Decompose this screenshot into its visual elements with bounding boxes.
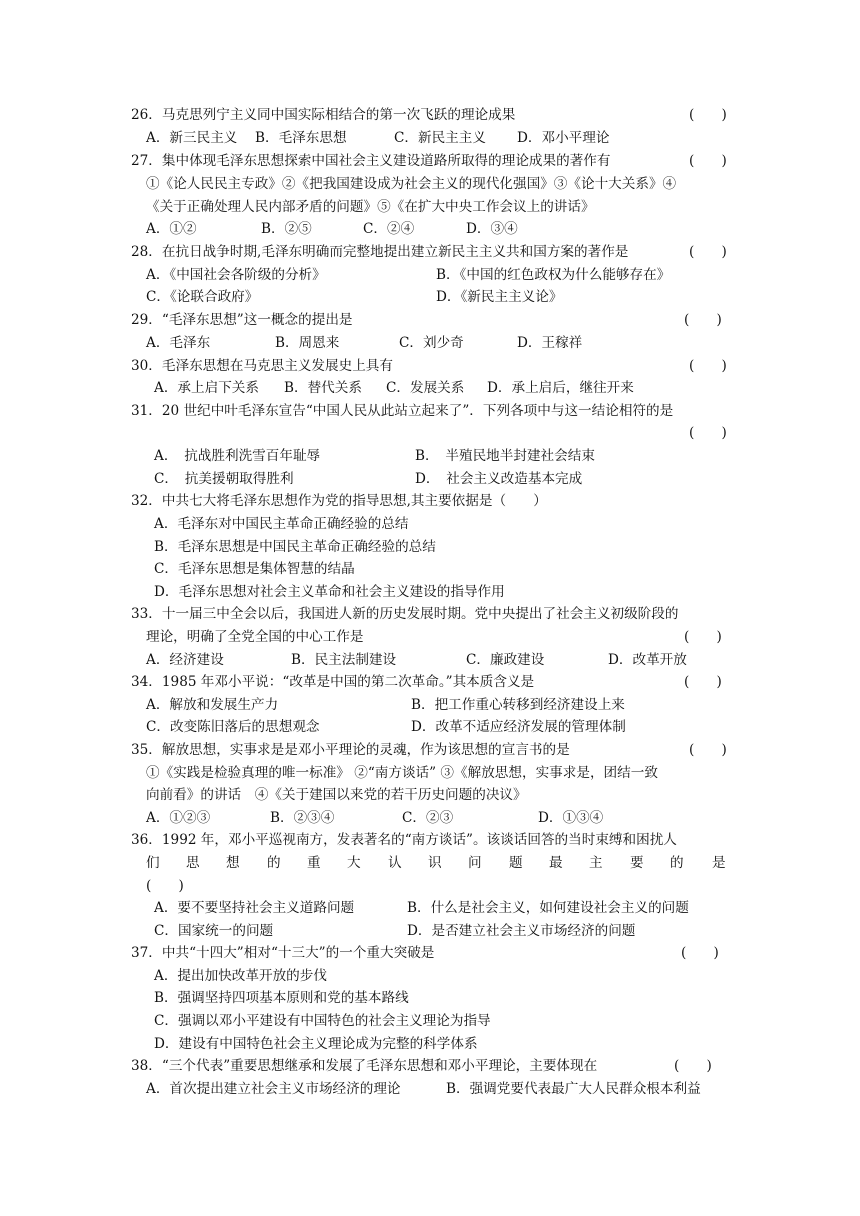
q28-option-b[interactable]: B．《中国的红色政权为什么能够存在》: [436, 267, 671, 283]
q27-items-line2: 《关于正确处理人民内部矛盾的问题》⑤《在扩大中央工作会议上的讲话》: [146, 199, 595, 215]
q29-option-b[interactable]: B．周恩来: [275, 335, 340, 351]
q32-option-a[interactable]: A．毛泽东对中国民主革命正确经验的总结: [154, 516, 409, 532]
q29-option-a[interactable]: A．毛泽东: [146, 335, 211, 351]
q29-answer-blank[interactable]: ( ): [684, 312, 722, 328]
q36-char: 问: [468, 855, 482, 871]
q26-answer-blank[interactable]: ( ): [689, 107, 727, 123]
q33-option-b[interactable]: B．民主法制建设: [291, 652, 397, 668]
q27-option-b[interactable]: B．②⑤: [261, 221, 312, 237]
q29-stem: 29．“毛泽东思想”这一概念的提出是: [131, 312, 353, 328]
q26-option-c[interactable]: C．新民主主义: [394, 130, 486, 146]
q36-char: 的: [267, 855, 281, 871]
q36-stem-line2-justified: [146, 853, 728, 873]
q28-answer-blank[interactable]: ( ): [689, 244, 727, 260]
q26-option-b[interactable]: B．毛泽东思想: [255, 130, 347, 146]
q37-stem: 37．中共“十四大”相对“十三大”的一个重大突破是: [131, 945, 435, 961]
q35-answer-blank[interactable]: ( ): [689, 742, 727, 758]
q31-answer-blank[interactable]: ( ): [689, 425, 727, 441]
q36-option-a[interactable]: A．要不要坚持社会主义道路问题: [154, 900, 355, 916]
q36-option-c[interactable]: C．国家统一的问题: [154, 923, 274, 939]
q32-option-c[interactable]: C．毛泽东思想是集体智慧的结晶: [154, 561, 355, 577]
q31-option-d[interactable]: D． 社会主义改造基本完成: [415, 471, 583, 487]
q35-option-a[interactable]: A．①②③: [146, 810, 211, 826]
q36-char: 认: [388, 855, 402, 871]
q34-option-d[interactable]: D．改革不适应经济发展的管理体制: [411, 719, 626, 735]
q27-stem: 27．集中体现毛泽东思想探索中国社会主义建设道路所取得的理论成果的著作有: [131, 153, 611, 169]
q35-items-line1: ①《实践是检验真理的唯一标准》 ②“南方谈话” ③《解放思想，实事求是，团结一致: [146, 765, 658, 781]
q36-char: 们: [146, 855, 160, 871]
q30-option-a[interactable]: A．承上启下关系: [154, 380, 259, 396]
q30-option-c[interactable]: C．发展关系: [386, 380, 465, 396]
q31-option-b[interactable]: B． 半殖民地半封建社会结束: [415, 448, 595, 464]
q36-option-d[interactable]: D．是否建立社会主义市场经济的问题: [407, 923, 636, 939]
q35-items-line2: 向前看》的讲话 ④《关于建国以来党的若干历史问题的决议》: [146, 787, 527, 803]
q36-char: 思: [186, 855, 200, 871]
q33-option-d[interactable]: D．改革开放: [608, 652, 687, 668]
q26-stem: 26．马克思列宁主义同中国实际相结合的第一次飞跃的理论成果: [131, 107, 516, 123]
q36-char: 大: [347, 855, 361, 871]
q28-option-c[interactable]: C．《论联合政府》: [146, 289, 259, 305]
q35-option-d[interactable]: D．①③④: [538, 810, 604, 826]
q36-char: 想: [226, 855, 240, 871]
q33-option-a[interactable]: A．经济建设: [146, 652, 224, 668]
q36-char: 识: [428, 855, 442, 871]
q34-option-c[interactable]: C．改变陈旧落后的思想观念: [146, 719, 320, 735]
q36-char: 重: [307, 855, 321, 871]
q35-option-b[interactable]: B．②③④: [270, 810, 335, 826]
q29-option-c[interactable]: C．刘少奇: [399, 335, 464, 351]
q36-char: 主: [589, 855, 603, 871]
q36-option-b[interactable]: B．什么是社会主义，如何建设社会主义的问题: [407, 900, 689, 916]
q31-option-c[interactable]: C． 抗美援朝取得胜利: [154, 471, 294, 487]
q32-stem: 32．中共七大将毛泽东思想作为党的指导思想,其主要依据是（ ）: [131, 493, 547, 509]
q38-stem: 38．“三个代表”重要思想继承和发展了毛泽东思想和邓小平理论，主要体现在: [131, 1058, 598, 1074]
q34-stem: 34．1985 年邓小平说：“改革是中国的第二次革命。”其本质含义是: [131, 674, 535, 690]
q27-option-a[interactable]: A．①②: [146, 221, 197, 237]
q31-option-a[interactable]: A． 抗战胜利洗雪百年耻辱: [154, 448, 321, 464]
q36-stem: 36．1992 年，邓小平巡视南方，发表著名的“南方谈话”。该谈话回答的当时束缚和困扰人: [131, 832, 677, 848]
q38-option-b[interactable]: B．强调党要代表最广大人民群众根本利益: [446, 1081, 701, 1097]
q32-option-d[interactable]: D．毛泽东思想对社会主义革命和社会主义建设的指导作用: [154, 584, 505, 600]
q36-char: 要: [630, 855, 644, 871]
q28-stem: 28．在抗日战争时期,毛泽东明确而完整地提出建立新民主主义共和国方案的著作是: [131, 244, 629, 260]
q27-answer-blank[interactable]: ( ): [689, 153, 727, 169]
q27-option-d[interactable]: D．③④: [466, 221, 518, 237]
q33-option-c[interactable]: C．廉政建设: [466, 652, 545, 668]
q36-answer-blank[interactable]: ( ): [146, 878, 184, 894]
q30-answer-blank[interactable]: ( ): [689, 358, 727, 374]
q37-option-a[interactable]: A．提出加快改革开放的步伐: [154, 968, 327, 984]
q37-option-b[interactable]: B．强调坚持四项基本原则和党的基本路线: [154, 990, 409, 1006]
q36-char: 是: [712, 855, 726, 871]
q30-option-d[interactable]: D．承上启后，继往开来: [487, 380, 634, 396]
q27-option-c[interactable]: C．②④: [363, 221, 415, 237]
q31-stem: 31．20 世纪中叶毛泽东宣告“中国人民从此站立起来了”．下列各项中与这一结论相符的是: [131, 403, 674, 419]
q33-stem: 33．十一届三中全会以后，我国进人新的历史发展时期。党中央提出了社会主义初级阶段的: [131, 606, 679, 622]
q34-answer-blank[interactable]: ( ): [684, 674, 722, 690]
q36-char: 题: [509, 855, 523, 871]
q34-option-b[interactable]: B．把工作重心转移到经济建设上来: [411, 697, 625, 713]
q34-option-a[interactable]: A．解放和发展生产力: [146, 697, 279, 713]
q37-answer-blank[interactable]: ( ): [681, 945, 719, 961]
q28-option-a[interactable]: A．《中国社会各阶级的分析》: [146, 267, 326, 283]
q37-option-d[interactable]: D．建设有中国特色社会主义理论成为完整的科学体系: [154, 1036, 478, 1052]
q26-option-d[interactable]: D．邓小平理论: [517, 130, 610, 146]
q33-stem-line2: 理论，明确了全党全国的中心工作是: [146, 629, 364, 645]
q32-option-b[interactable]: B．毛泽东思想是中国民主革命正确经验的总结: [154, 539, 436, 555]
q35-option-c[interactable]: C．②③: [402, 810, 454, 826]
q26-option-a[interactable]: A．新三民主义: [146, 130, 238, 146]
q35-stem: 35．解放思想，实事求是是邓小平理论的灵魂，作为该思想的宣言书的是: [131, 742, 570, 758]
q36-char: 最: [549, 855, 563, 871]
q36-char: 的: [670, 855, 684, 871]
q29-option-d[interactable]: D．王稼祥: [517, 335, 583, 351]
q33-answer-blank[interactable]: ( ): [684, 629, 722, 645]
q37-option-c[interactable]: C．强调以邓小平建设有中国特色的社会主义理论为指导: [154, 1013, 491, 1029]
q28-option-d[interactable]: D．《新民主主义论》: [436, 289, 563, 305]
q30-stem: 30．毛泽东思想在马克思主义发展史上具有: [131, 358, 393, 374]
q38-answer-blank[interactable]: ( ): [674, 1058, 712, 1074]
q30-option-b[interactable]: B．替代关系: [284, 380, 362, 396]
q38-option-a[interactable]: A．首次提出建立社会主义市场经济的理论: [146, 1081, 401, 1097]
q27-items-line1: ①《论人民民主专政》②《把我国建设成为社会主义的现代化强国》③《论十大关系》④: [146, 176, 677, 192]
